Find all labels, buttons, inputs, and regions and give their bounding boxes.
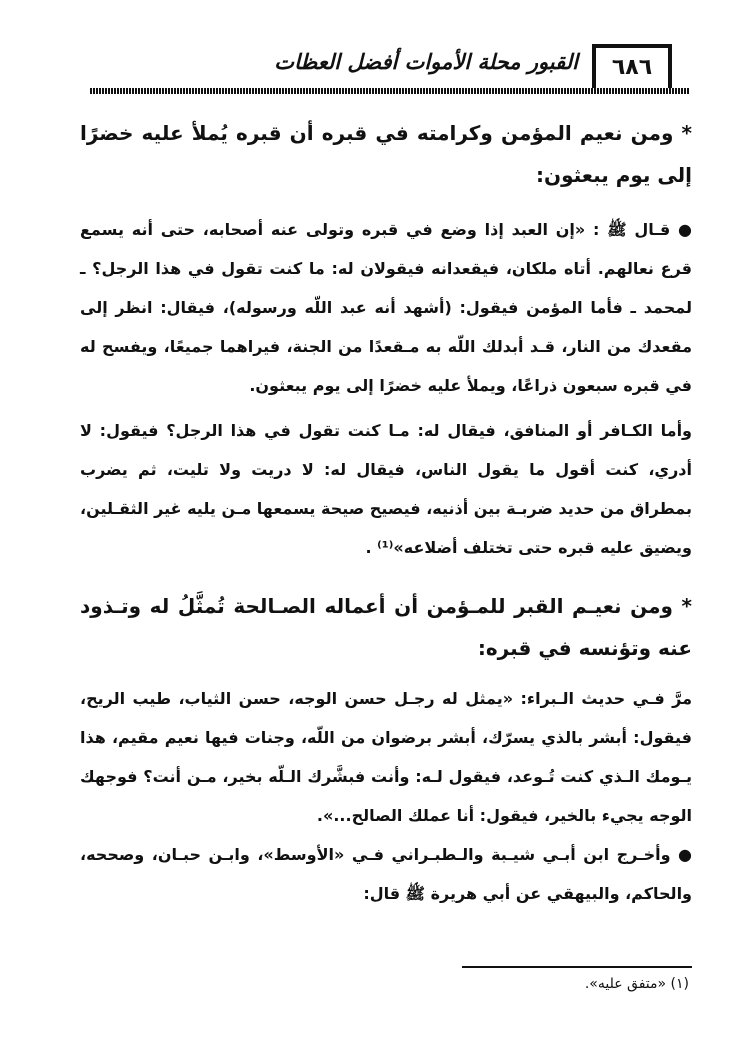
hadith-paragraph-3: مرَّ فـي حديث الـبراء: «يمثل له رجـل حسن الوجه، حسن الثياب، طيب الريح، فيقول: أبشر بالذي يسرّك، أبشر برضوان من اللّه، وجنات فيها نعيم مقيم، هذا يـومك الـذي كنت تُـوعد، فيقول لـه: وأنت فبشَّرك الـلّه بخير، مـن أنت؟ فوجهك الوجه يجيء بالخير، فيقول: أنا عملك الصالح...».	[80, 689, 692, 825]
page-number: ٦٨٦	[592, 44, 672, 92]
hadith-paragraph-1: ● قـال ﷺ : «إن العبد إذا وضع في قبره وتولى عنه أصحابه، حتى أنه يسمع قرع نعالهم. أتاه ملكان، فيقعدانه فيقولان له: ما كنت تقول في هذا الرجل؟ ـ لمحمد ـ فأما المؤمن فيقول: (أشهد أنه عبد اللّه ورسوله)، فيقال: انظر إلى مقعدك من النار، قـد أبدلك اللّه به مـقعدًا من الجنة، فيراهما جميعًا، ويفسح له في قبره سبعون ذراعًا، ويملأ عليه خضرًا إلى يوم يبعثون.	[80, 220, 692, 395]
section-heading-2: * ومن نعيـم القبر للمـؤمن أن أعماله الصـالحة تُمثَّلُ له وتـذود عنه وتؤنسه في قبره:	[80, 594, 692, 660]
header-rule	[90, 88, 690, 94]
hadith-paragraph-2: وأما الكـافر أو المنافق، فيقال له: مـا كنت تقول في هذا الرجل؟ فيقول: لا أدري، كنت أقول ما يقول الناس، فيقال له: لا دريت ولا تليت، ثم يضرب بمطراق من حديد ضربـة بين أذنيه، فيصيح صيحة يسمعها مـن يليه غير الثقـلين، ويضيق عليه قبره حتى تختلف أضلاعه»⁽¹⁾ .	[80, 421, 692, 557]
footnote-1: (١) «متفق عليه».	[584, 976, 689, 992]
hadith-paragraph-4: ● وأخـرج ابن أبـي شيـبة والـطبـراني فـي «الأوسط»، وابـن حبـان، وصححه، والحاكم، والبيهقي عن أبي هريرة ﷺ قال:	[80, 845, 692, 903]
section-heading-1: * ومن نعيم المؤمن وكرامته في قبره أن قبره يُملأ عليه خضرًا إلى يوم يبعثون:	[80, 121, 692, 187]
running-title: القبور محلة الأموات أفضل العظات	[274, 50, 578, 74]
footnote-separator	[462, 966, 692, 968]
page-header	[90, 40, 690, 92]
body-text	[80, 112, 692, 913]
